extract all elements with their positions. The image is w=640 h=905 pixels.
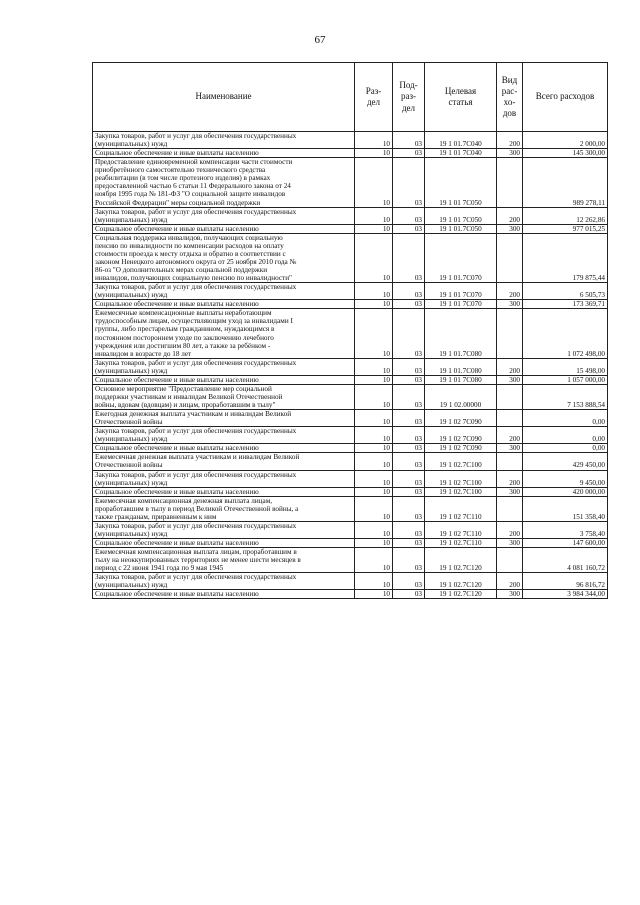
cell-name: Ежемесячная компенсационная выплата лицам, проработавшим в тылу на неоккупированных территориях не менее шести месяцев в период с 22 июня 1941 года по 9 мая 1945 — [93, 548, 355, 573]
cell-total: 151 358,40 — [523, 496, 608, 521]
cell-razdel: 10 — [355, 224, 393, 233]
cell-total: 0,00 — [523, 410, 608, 427]
column-header-vid: Вид рас- хо- дов — [497, 63, 523, 132]
table-row — [93, 496, 608, 521]
cell-target: 19 1 02 7С110 — [425, 496, 497, 521]
cell-podrazdel: 03 — [393, 496, 425, 521]
table-row — [93, 358, 608, 375]
column-header-target: Целевая статья — [425, 63, 497, 132]
cell-razdel: 10 — [355, 158, 393, 207]
cell-total: 420 000,00 — [523, 487, 608, 496]
cell-total: 179 875,44 — [523, 233, 608, 282]
cell-vid — [497, 384, 523, 409]
cell-razdel: 10 — [355, 309, 393, 358]
cell-vid: 200 — [497, 521, 523, 538]
cell-podrazdel: 03 — [393, 149, 425, 158]
cell-name: Социальное обеспечение и иные выплаты населению — [93, 539, 355, 548]
cell-total: 989 278,11 — [523, 158, 608, 207]
cell-vid — [497, 410, 523, 427]
cell-vid — [497, 233, 523, 282]
cell-razdel: 10 — [355, 283, 393, 300]
cell-vid: 200 — [497, 207, 523, 224]
cell-vid: 300 — [497, 590, 523, 599]
cell-podrazdel: 03 — [393, 573, 425, 590]
table-row — [93, 132, 608, 149]
cell-vid: 200 — [497, 470, 523, 487]
cell-podrazdel: 03 — [393, 444, 425, 453]
cell-name: Социальное обеспечение и иные выплаты населению — [93, 224, 355, 233]
cell-target: 19 1 02.00000 — [425, 384, 497, 409]
table-row — [93, 453, 608, 470]
cell-total: 977 015,25 — [523, 224, 608, 233]
cell-target: 19 1 01 7С070 — [425, 283, 497, 300]
cell-razdel: 10 — [355, 521, 393, 538]
cell-total: 0,00 — [523, 427, 608, 444]
cell-target: 19 1 01.7С050 — [425, 224, 497, 233]
cell-name: Закупка товаров, работ и услуг для обеспечения государственных (муниципальных) нужд — [93, 207, 355, 224]
table-row — [93, 590, 608, 599]
cell-name: Социальная поддержка инвалидов, получающих социальную пенсию по инвалидности по компенсации расходов на оплату стоимости проезда к месту отдыха и обратно в соответствии с законом Ненецкого автономного округа от 25 ноября 2010 года № 86-оз "О дополнительных мерах социальной поддержки инвалидов, получающих социальную пенсию по инвалидности" — [93, 233, 355, 282]
cell-vid: 300 — [497, 149, 523, 158]
header-row — [93, 63, 608, 132]
cell-razdel: 10 — [355, 358, 393, 375]
cell-target: 19 1 01.7С080 — [425, 309, 497, 358]
cell-name: Предоставление единовременной компенсации части стоимости приобретённого самостоятельно технического средства реабилитации (в том числе протезного изделия) в рамках предоставленной частью 6 статьи 11 Федерального закона от 24 ноября 1995 года № 181-ФЗ "О социальной защите инвалидов Российской Федерации" меры социальной поддержки — [93, 158, 355, 207]
cell-razdel: 10 — [355, 384, 393, 409]
cell-name: Закупка товаров, работ и услуг для обеспечения государственных (муниципальных) нужд — [93, 283, 355, 300]
cell-podrazdel: 03 — [393, 470, 425, 487]
cell-vid — [497, 309, 523, 358]
cell-target: 19 1 02.7С120 — [425, 573, 497, 590]
cell-target: 19 1 02.7С110 — [425, 539, 497, 548]
cell-total: 145 300,00 — [523, 149, 608, 158]
table-row — [93, 573, 608, 590]
cell-total: 3 758,40 — [523, 521, 608, 538]
cell-podrazdel: 03 — [393, 427, 425, 444]
table-row — [93, 539, 608, 548]
cell-razdel: 10 — [355, 453, 393, 470]
cell-target: 19 1 02.7С120 — [425, 590, 497, 599]
cell-target: 19 1 01 7С050 — [425, 158, 497, 207]
cell-total: 0,00 — [523, 444, 608, 453]
cell-name: Ежемесячная компенсационная денежная выплата лицам, проработавшим в тылу в период Великой Отечественной войны, а также гражданам, приравненным к ним — [93, 496, 355, 521]
table-row — [93, 149, 608, 158]
cell-razdel: 10 — [355, 444, 393, 453]
cell-name: Закупка товаров, работ и услуг для обеспечения государственных (муниципальных) нужд — [93, 427, 355, 444]
cell-target: 19 1 01 7С080 — [425, 375, 497, 384]
table-row — [93, 158, 608, 207]
page-number: 67 — [314, 34, 326, 46]
cell-razdel: 10 — [355, 573, 393, 590]
cell-vid: 200 — [497, 283, 523, 300]
table-row — [93, 224, 608, 233]
column-header-name: Наименование — [93, 63, 355, 132]
cell-target: 19 1 02.7С120 — [425, 548, 497, 573]
cell-vid: 300 — [497, 300, 523, 309]
cell-razdel: 10 — [355, 470, 393, 487]
table-row — [93, 548, 608, 573]
cell-target: 19 1 01 7С040 — [425, 149, 497, 158]
table-row — [93, 427, 608, 444]
cell-vid: 300 — [497, 224, 523, 233]
cell-name: Закупка товаров, работ и услуг для обеспечения государственных (муниципальных) нужд — [93, 132, 355, 149]
cell-name: Основное мероприятие "Предоставление мер социальной поддержки участникам и инвалидам Великой Отечественной войны, вдовам (вдовцам) и лицам, проработавшим в тылу" — [93, 384, 355, 409]
cell-vid: 200 — [497, 358, 523, 375]
budget-table — [92, 62, 608, 599]
table-row — [93, 207, 608, 224]
cell-name: Закупка товаров, работ и услуг для обеспечения государственных (муниципальных) нужд — [93, 521, 355, 538]
cell-name: Ежемесячная денежная выплата участникам и инвалидам Великой Отечественной войны — [93, 453, 355, 470]
cell-total: 7 153 888,54 — [523, 384, 608, 409]
cell-target: 19 1 02 7С090 — [425, 427, 497, 444]
cell-target: 19 1 02 7С110 — [425, 521, 497, 538]
cell-total: 9 450,00 — [523, 470, 608, 487]
cell-podrazdel: 03 — [393, 358, 425, 375]
table-row — [93, 300, 608, 309]
cell-razdel: 10 — [355, 487, 393, 496]
cell-total: 96 816,72 — [523, 573, 608, 590]
cell-podrazdel: 03 — [393, 453, 425, 470]
cell-vid — [497, 548, 523, 573]
cell-total: 12 262,86 — [523, 207, 608, 224]
cell-vid: 200 — [497, 132, 523, 149]
cell-vid — [497, 158, 523, 207]
cell-razdel: 10 — [355, 233, 393, 282]
cell-name: Социальное обеспечение и иные выплаты населению — [93, 375, 355, 384]
cell-podrazdel: 03 — [393, 590, 425, 599]
cell-vid: 300 — [497, 539, 523, 548]
cell-razdel: 10 — [355, 539, 393, 548]
column-header-razdel: Раз- дел — [355, 63, 393, 132]
table-row — [93, 283, 608, 300]
cell-target: 19 1 02.7С100 — [425, 487, 497, 496]
cell-total: 4 081 160,72 — [523, 548, 608, 573]
cell-total: 173 369,71 — [523, 300, 608, 309]
cell-target: 19 1 01.7С040 — [425, 132, 497, 149]
cell-total: 6 505,73 — [523, 283, 608, 300]
cell-razdel: 10 — [355, 375, 393, 384]
cell-vid — [497, 453, 523, 470]
cell-total: 15 498,00 — [523, 358, 608, 375]
cell-name: Закупка товаров, работ и услуг для обеспечения государственных (муниципальных) нужд — [93, 470, 355, 487]
cell-vid: 300 — [497, 375, 523, 384]
cell-target: 19 1 01.7С080 — [425, 358, 497, 375]
cell-name: Социальное обеспечение и иные выплаты населению — [93, 149, 355, 158]
cell-name: Социальное обеспечение и иные выплаты населению — [93, 444, 355, 453]
cell-name: Закупка товаров, работ и услуг для обеспечения государственных (муниципальных) нужд — [93, 358, 355, 375]
cell-target: 19 1 02 7С090 — [425, 444, 497, 453]
table-row — [93, 487, 608, 496]
cell-podrazdel: 03 — [393, 224, 425, 233]
cell-vid: 200 — [497, 427, 523, 444]
cell-razdel: 10 — [355, 207, 393, 224]
cell-total: 3 984 344,00 — [523, 590, 608, 599]
cell-podrazdel: 03 — [393, 375, 425, 384]
cell-razdel: 10 — [355, 548, 393, 573]
cell-target: 19 1 02 7С100 — [425, 470, 497, 487]
cell-razdel: 10 — [355, 132, 393, 149]
cell-podrazdel: 03 — [393, 132, 425, 149]
cell-razdel: 10 — [355, 496, 393, 521]
cell-podrazdel: 03 — [393, 487, 425, 496]
cell-podrazdel: 03 — [393, 410, 425, 427]
table-row — [93, 470, 608, 487]
cell-name: Социальное обеспечение и иные выплаты населению — [93, 590, 355, 599]
cell-podrazdel: 03 — [393, 384, 425, 409]
table-row — [93, 233, 608, 282]
cell-target: 19 1 01.7С070 — [425, 233, 497, 282]
table-row — [93, 444, 608, 453]
table-row — [93, 384, 608, 409]
cell-vid — [497, 496, 523, 521]
cell-name: Социальное обеспечение и иные выплаты населению — [93, 487, 355, 496]
cell-podrazdel: 03 — [393, 548, 425, 573]
cell-razdel: 10 — [355, 590, 393, 599]
cell-total: 2 000,00 — [523, 132, 608, 149]
cell-total: 147 600,00 — [523, 539, 608, 548]
cell-razdel: 10 — [355, 410, 393, 427]
cell-target: 19 1 02.7С100 — [425, 453, 497, 470]
cell-razdel: 10 — [355, 300, 393, 309]
cell-vid: 300 — [497, 444, 523, 453]
cell-podrazdel: 03 — [393, 521, 425, 538]
cell-name: Ежемесячные компенсационные выплаты неработающим трудоспособным лицам, осуществляющим уход за инвалидами I группы, либо престарелым гражданином, нуждающимся в постоянном постороннем уходе по заключению лечебного учреждения или достигшим 80 лет, а также за ребёнком - инвалидом в возрасте до 18 лет — [93, 309, 355, 358]
table-row — [93, 521, 608, 538]
cell-vid: 200 — [497, 573, 523, 590]
cell-podrazdel: 03 — [393, 539, 425, 548]
cell-total: 429 450,00 — [523, 453, 608, 470]
table-row — [93, 309, 608, 358]
column-header-podrazdel: Под- раз- дел — [393, 63, 425, 132]
cell-podrazdel: 03 — [393, 158, 425, 207]
table-row — [93, 375, 608, 384]
cell-razdel: 10 — [355, 149, 393, 158]
cell-podrazdel: 03 — [393, 300, 425, 309]
cell-target: 19 1 02 7С090 — [425, 410, 497, 427]
cell-podrazdel: 03 — [393, 233, 425, 282]
cell-total: 1 072 498,00 — [523, 309, 608, 358]
cell-podrazdel: 03 — [393, 283, 425, 300]
table-row — [93, 410, 608, 427]
column-header-total: Всего расходов — [523, 63, 608, 132]
cell-razdel: 10 — [355, 427, 393, 444]
cell-vid: 300 — [497, 487, 523, 496]
cell-name: Социальное обеспечение и иные выплаты населению — [93, 300, 355, 309]
cell-target: 19 1 01 7С070 — [425, 300, 497, 309]
cell-total: 1 057 000,00 — [523, 375, 608, 384]
cell-name: Закупка товаров, работ и услуг для обеспечения государственных (муниципальных) нужд — [93, 573, 355, 590]
cell-target: 19 1 01 7С050 — [425, 207, 497, 224]
cell-name: Ежегодная денежная выплата участникам и инвалидам Великой Отечественной войны — [93, 410, 355, 427]
cell-podrazdel: 03 — [393, 309, 425, 358]
cell-podrazdel: 03 — [393, 207, 425, 224]
